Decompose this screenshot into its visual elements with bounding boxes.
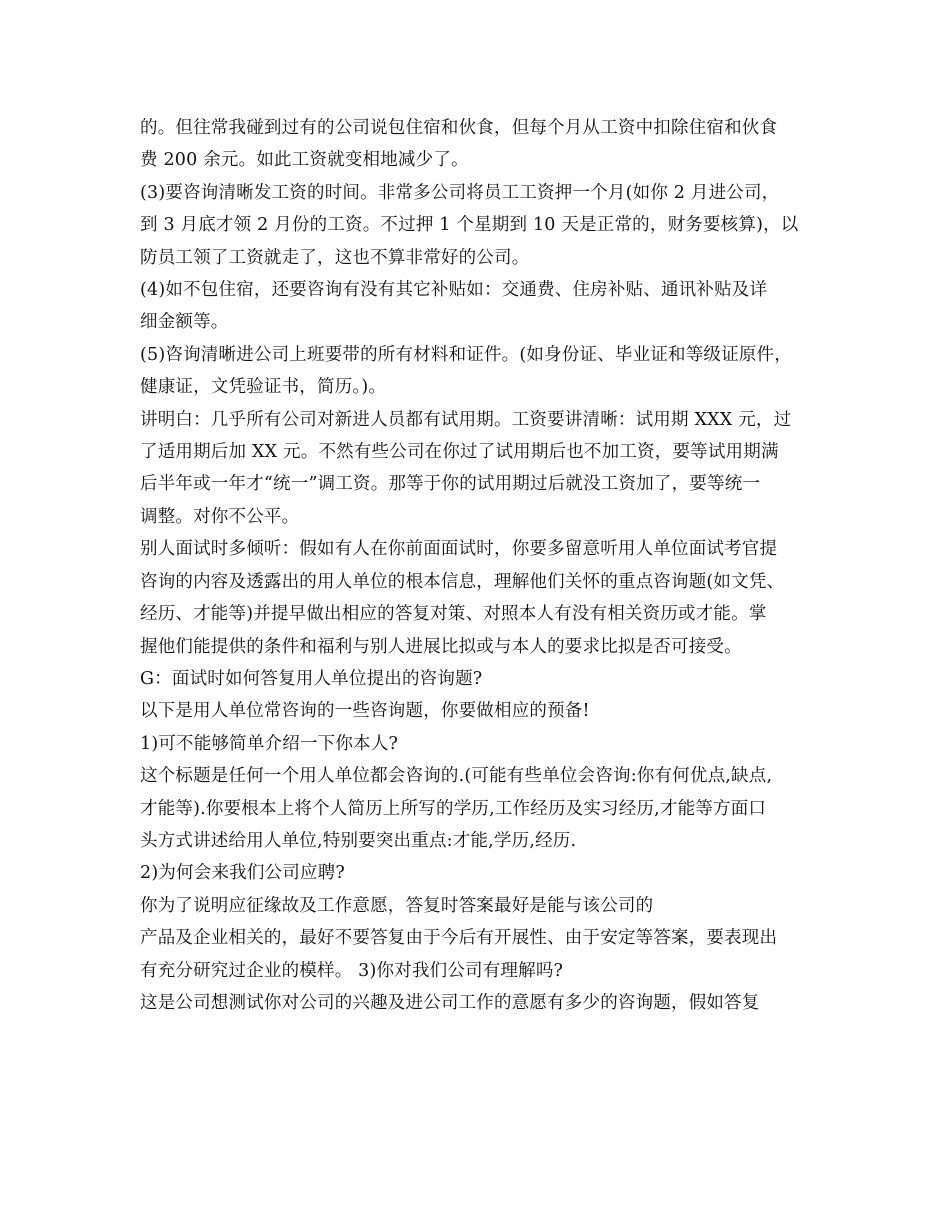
- text-line: 的。但往常我碰到过有的公司说包住宿和伙食，但每个月从工资中扣除住宿和伙食: [140, 118, 778, 138]
- text-line: 到 3 月底才领 2 月份的工资。不过押 1 个星期到 10 天是正常的，财务要核算)，以: [140, 215, 799, 236]
- text-line: 才能等).你要根本上将个人简历上所写的学历,工作经历及实习经历,才能等方面口: [140, 798, 767, 819]
- document-body: [140, 112, 830, 1019]
- text-line: 经历、才能等)并提早做出相应的答复对策、对照本人有没有相关资历或才能。掌: [140, 604, 767, 625]
- text-line: 这个标题是任何一个用人单位都会咨询的.(可能有些单位会咨询:你有何优点,缺点,: [140, 766, 773, 787]
- text-line: (5)咨询清晰进公司上班要带的所有材料和证件。(如身份证、毕业证和等级证原件，: [140, 344, 792, 365]
- text-line: 细金额等。: [140, 312, 229, 333]
- text-line: G：面试时如何答复用人单位提出的咨询题?: [140, 668, 483, 689]
- text-line: (4)如不包住宿，还要咨询有没有其它补贴如：交通费、住房补贴、通讯补贴及详: [140, 280, 768, 301]
- text-line: 讲明白：几乎所有公司对新进人员都有试用期。工资要讲清晰：试用期 XXX 元，过: [140, 409, 792, 430]
- text-line: 你为了说明应征缘故及工作意愿，答复时答案最好是能与该公司的: [140, 895, 654, 916]
- text-line: (3)要咨询清晰发工资的时间。非常多公司将员工工资押一个月(如你 2 月进公司，: [140, 182, 780, 203]
- text-line: 了适用期后加 XX 元。不然有些公司在你过了试用期后也不加工资，要等试用期满: [140, 442, 779, 463]
- text-line: 头方式讲述给用人单位,特别要突出重点:才能,学历,经历.: [140, 830, 577, 851]
- text-line: 后半年或一年才“统一”调工资。那等于你的试用期过后就没工资加了，要等统一: [140, 474, 761, 495]
- text-line: 费 200 余元。如此工资就变相地减少了。: [140, 150, 469, 171]
- text-line: 握他们能提供的条件和福利与别人进展比拟或与本人的要求比拟是否可接受。: [140, 636, 742, 657]
- text-line: 有充分研究过企业的模样。 3)你对我们公司有理解吗?: [140, 960, 564, 981]
- text-line: 健康证，文凭验证书，简历。)。: [140, 377, 387, 398]
- text-line: 2)为何会来我们公司应聘?: [140, 863, 345, 884]
- text-line: 咨询的内容及透露出的用人单位的根本信息，理解他们关怀的重点咨询题(如文凭、: [140, 571, 785, 592]
- text-line: 别人面试时多倾听：假如有人在你前面面试时，你要多留意听用人单位面试考官提: [140, 539, 778, 560]
- text-line: 这是公司想测试你对公司的兴趣及进公司工作的意愿有多少的咨询题，假如答复: [140, 992, 760, 1013]
- text-line: 产品及企业相关的，最好不要答复由于今后有开展性、由于安定等答案，要表现出: [140, 928, 778, 949]
- text-line: 防员工领了工资就走了，这也不算非常好的公司。: [140, 247, 530, 268]
- text-line: 以下是用人单位常咨询的一些咨询题，你要做相应的预备!: [140, 701, 590, 722]
- text-line: 调整。对你不公平。: [140, 506, 300, 527]
- text-line: 1)可不能够简单介绍一下你本人?: [140, 733, 399, 754]
